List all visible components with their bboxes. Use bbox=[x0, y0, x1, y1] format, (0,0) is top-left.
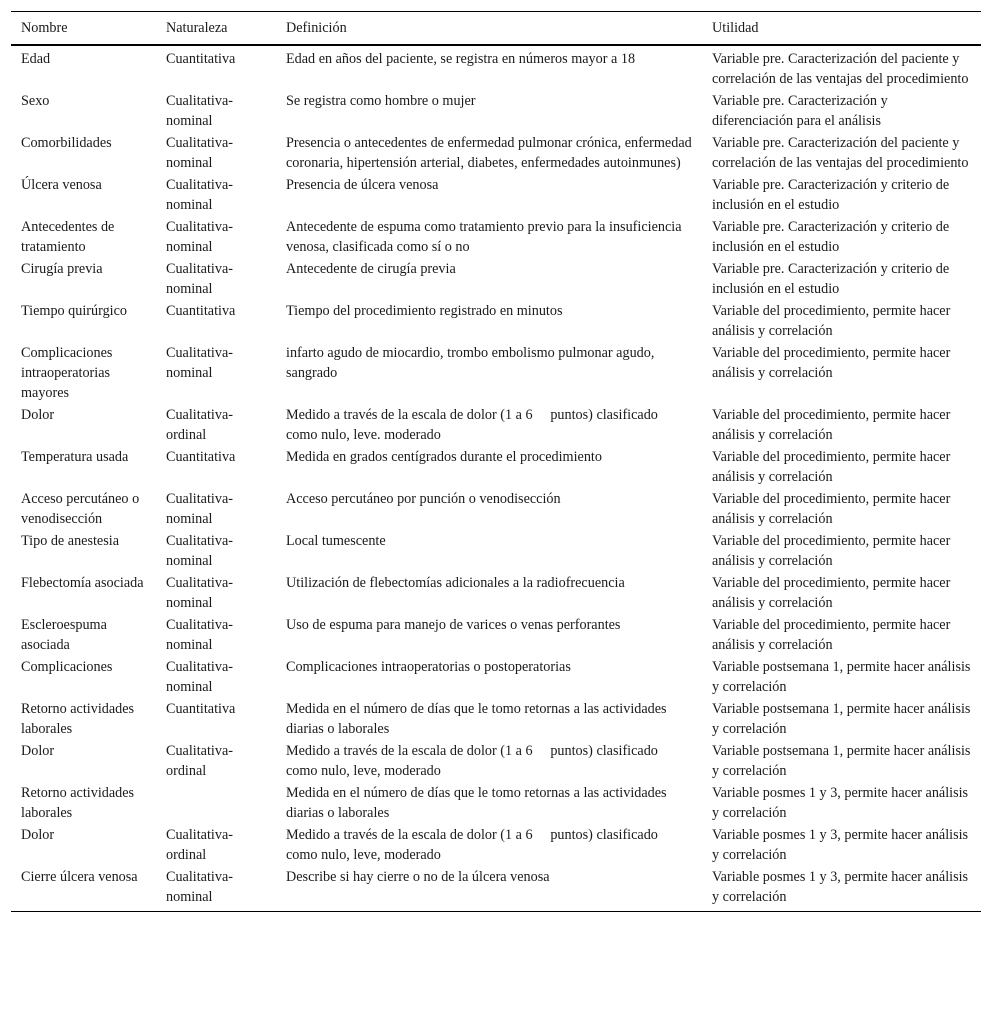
cell-nombre: Temperatura usada bbox=[21, 449, 129, 465]
cell-utilidad: Variable pre. Caracterización y diferenciación para el análisis bbox=[712, 93, 888, 129]
cell-definicion: infarto agudo de miocardio, trombo embolismo pulmonar agudo, sangrado bbox=[286, 345, 655, 381]
cell-utilidad: Variable del procedimiento, permite hacer análisis y correlación bbox=[712, 533, 951, 569]
cell-utilidad: Variable pre. Caracterización y criterio de inclusión en el estudio bbox=[712, 177, 950, 213]
table-row bbox=[11, 216, 981, 258]
cell-naturaleza: Cualitativa-nominal bbox=[166, 491, 233, 527]
cell-definicion: Presencia de úlcera venosa bbox=[286, 177, 439, 193]
cell-definicion: Uso de espuma para manejo de varices o venas perforantes bbox=[286, 617, 621, 633]
cell-utilidad: Variable postsemana 1, permite hacer análisis y correlación bbox=[712, 701, 971, 737]
table-row bbox=[11, 614, 981, 656]
table-row bbox=[11, 404, 981, 446]
cell-utilidad: Variable pre. Caracterización del paciente y correlación de las ventajas del procedimiento bbox=[712, 135, 969, 171]
cell-naturaleza: Cualitativa-nominal bbox=[156, 866, 276, 912]
cell-nombre: Dolor bbox=[21, 407, 55, 423]
cell-utilidad: Variable del procedimiento, permite hacer análisis y correlación bbox=[712, 303, 951, 339]
cell-nombre: Dolor bbox=[21, 827, 55, 843]
cell-nombre: Retorno actividades laborales bbox=[21, 785, 135, 821]
cell-nombre: Dolor bbox=[21, 743, 55, 759]
cell-nombre: Edad bbox=[21, 51, 51, 67]
cell-nombre: Úlcera venosa bbox=[21, 177, 102, 193]
cell-definicion: Antecedente de espuma como tratamiento previo para la insuficiencia venosa, clasificada como sí o no bbox=[286, 219, 682, 255]
cell-utilidad: Variable del procedimiento, permite hacer análisis y correlación bbox=[712, 345, 951, 381]
table-row bbox=[11, 866, 981, 912]
cell-definicion: Medido a través de la escala de dolor (1 a 6 puntos) clasificado como nulo, leve, moderado bbox=[286, 743, 658, 779]
cell-nombre: Escleroespuma asociada bbox=[21, 617, 107, 653]
cell-naturaleza: Cualitativa-nominal bbox=[166, 135, 233, 171]
table-row bbox=[11, 656, 981, 698]
cell-utilidad: Variable del procedimiento, permite hacer análisis y correlación bbox=[712, 575, 951, 611]
cell-nombre: Cierre úlcera venosa bbox=[11, 866, 156, 912]
cell-utilidad: Variable del procedimiento, permite hacer análisis y correlación bbox=[712, 449, 951, 485]
cell-naturaleza: Cualitativa-nominal bbox=[166, 575, 233, 611]
table-row bbox=[11, 342, 981, 404]
cell-nombre: Acceso percutáneo o venodisección bbox=[21, 491, 140, 527]
cell-nombre: Tipo de anestesia bbox=[21, 533, 119, 549]
cell-utilidad: Variable pre. Caracterización del paciente y correlación de las ventajas del procedimiento bbox=[712, 51, 969, 87]
cell-nombre: Comorbilidades bbox=[21, 135, 112, 151]
table-row bbox=[11, 174, 981, 216]
cell-nombre: Retorno actividades laborales bbox=[21, 701, 135, 737]
cell-nombre: Tiempo quirúrgico bbox=[21, 303, 128, 319]
table-row bbox=[11, 90, 981, 132]
cell-naturaleza: Cualitativa-nominal bbox=[166, 261, 233, 297]
cell-naturaleza: Cualitativa-nominal bbox=[166, 345, 233, 381]
table-row bbox=[11, 824, 981, 866]
header-naturaleza: Naturaleza bbox=[156, 12, 276, 46]
cell-utilidad: Variable del procedimiento, permite hacer análisis y correlación bbox=[712, 491, 951, 527]
cell-definicion: Acceso percutáneo por punción o venodisección bbox=[286, 491, 561, 507]
cell-utilidad: Variable del procedimiento, permite hacer análisis y correlación bbox=[712, 617, 951, 653]
cell-utilidad: Variable del procedimiento, permite hacer análisis y correlación bbox=[712, 407, 951, 443]
cell-naturaleza: Cuantitativa bbox=[166, 449, 236, 465]
table-row bbox=[11, 488, 981, 530]
table-row bbox=[11, 698, 981, 740]
cell-naturaleza: Cuantitativa bbox=[166, 701, 236, 717]
variables-table bbox=[11, 11, 981, 912]
cell-naturaleza: Cualitativa-ordinal bbox=[166, 827, 233, 863]
cell-nombre: Antecedentes de tratamiento bbox=[21, 219, 115, 255]
cell-definicion: Medido a través de la escala de dolor (1 a 6 puntos) clasificado como nulo, leve. moderado bbox=[286, 407, 658, 443]
cell-utilidad: Variable posmes 1 y 3, permite hacer análisis y correlación bbox=[712, 785, 969, 821]
cell-definicion: Antecedente de cirugía previa bbox=[286, 261, 456, 277]
cell-definicion: Edad en años del paciente, se registra en números mayor a 18 bbox=[286, 51, 636, 67]
table-row bbox=[11, 782, 981, 824]
cell-naturaleza: Cualitativa-nominal bbox=[166, 533, 233, 569]
cell-naturaleza: Cualitativa-nominal bbox=[166, 219, 233, 255]
cell-naturaleza: Cuantitativa bbox=[166, 51, 236, 67]
table-header bbox=[11, 12, 981, 46]
table-body bbox=[11, 45, 981, 912]
table-row bbox=[11, 45, 981, 90]
cell-naturaleza: Cualitativa-nominal bbox=[166, 93, 233, 129]
cell-definicion: Tiempo del procedimiento registrado en minutos bbox=[286, 303, 563, 319]
cell-nombre: Flebectomía asociada bbox=[21, 575, 144, 591]
cell-utilidad: Variable postsemana 1, permite hacer análisis y correlación bbox=[712, 659, 971, 695]
table-row bbox=[11, 740, 981, 782]
header-definicion: Definición bbox=[276, 12, 702, 46]
table-row bbox=[11, 572, 981, 614]
cell-definicion: Se registra como hombre o mujer bbox=[286, 93, 476, 109]
header-row bbox=[11, 12, 981, 46]
cell-definicion: Complicaciones intraoperatorias o postoperatorias bbox=[286, 659, 571, 675]
cell-naturaleza: Cuantitativa bbox=[166, 303, 236, 319]
cell-definicion: Medida en el número de días que le tomo retornas a las actividades diarias o laborales bbox=[286, 785, 667, 821]
table-row bbox=[11, 300, 981, 342]
cell-utilidad: Variable postsemana 1, permite hacer análisis y correlación bbox=[712, 743, 971, 779]
cell-nombre: Complicaciones bbox=[21, 659, 113, 675]
cell-definicion: Medido a través de la escala de dolor (1 a 6 puntos) clasificado como nulo, leve, moderado bbox=[286, 827, 658, 863]
cell-definicion: Describe si hay cierre o no de la úlcera venosa bbox=[276, 866, 702, 912]
table-row bbox=[11, 258, 981, 300]
cell-utilidad: Variable pre. Caracterización y criterio de inclusión en el estudio bbox=[712, 261, 950, 297]
cell-utilidad: Variable pre. Caracterización y criterio de inclusión en el estudio bbox=[712, 219, 950, 255]
cell-definicion: Presencia o antecedentes de enfermedad pulmonar crónica, enfermedad coronaria, hipertensión arterial, diabetes, enfermedades autoinmunes) bbox=[286, 135, 692, 171]
cell-utilidad: Variable posmes 1 y 3, permite hacer análisis y correlación bbox=[712, 827, 969, 863]
table-row bbox=[11, 446, 981, 488]
cell-naturaleza bbox=[156, 782, 276, 824]
cell-utilidad: Variable posmes 1 y 3, permite hacer análisis y correlación bbox=[702, 866, 981, 912]
cell-nombre: Sexo bbox=[21, 93, 50, 109]
table-row bbox=[11, 530, 981, 572]
cell-naturaleza: Cualitativa-ordinal bbox=[166, 743, 233, 779]
cell-naturaleza: Cualitativa-ordinal bbox=[166, 407, 233, 443]
cell-naturaleza: Cualitativa-nominal bbox=[166, 177, 233, 213]
cell-naturaleza: Cualitativa-nominal bbox=[166, 617, 233, 653]
header-nombre: Nombre bbox=[11, 12, 156, 46]
table-row bbox=[11, 132, 981, 174]
cell-naturaleza: Cualitativa-nominal bbox=[166, 659, 233, 695]
cell-definicion: Medida en grados centígrados durante el procedimiento bbox=[286, 449, 602, 465]
cell-definicion: Local tumescente bbox=[286, 533, 386, 549]
cell-nombre: Complicaciones intraoperatorias mayores bbox=[21, 345, 113, 401]
cell-definicion: Utilización de flebectomías adicionales a la radiofrecuencia bbox=[286, 575, 625, 591]
header-utilidad: Utilidad bbox=[702, 12, 981, 46]
cell-definicion: Medida en el número de días que le tomo retornas a las actividades diarias o laborales bbox=[286, 701, 667, 737]
cell-nombre: Cirugía previa bbox=[21, 261, 103, 277]
